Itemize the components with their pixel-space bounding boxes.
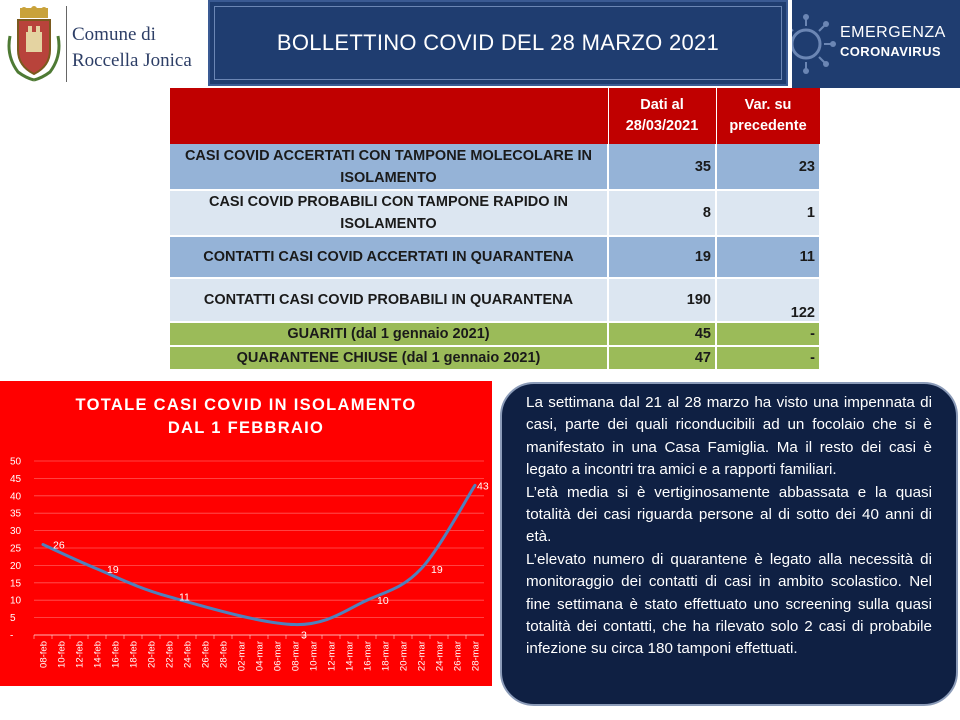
y-tick-label: 50 xyxy=(10,456,22,468)
row-change: - xyxy=(716,346,820,370)
municipality-logo xyxy=(0,0,200,88)
coronavirus-label: CORONAVIRUS xyxy=(840,44,941,59)
x-tick-label: 12-feb xyxy=(74,641,86,668)
table-header-date: Dati al 28/03/2021 xyxy=(608,88,716,144)
row-label: CASI COVID PROBABILI CON TAMPONE RAPIDO IN ISOLAMENTO xyxy=(170,190,608,236)
data-label: 26 xyxy=(53,539,65,552)
isolation-chart xyxy=(0,381,492,686)
x-tick-label: 04-mar xyxy=(254,641,266,672)
x-tick-label: 22-mar xyxy=(416,641,428,672)
row-change: 1 xyxy=(716,190,820,236)
table-row xyxy=(170,346,820,370)
x-tick-label: 06-mar xyxy=(272,641,284,672)
row-value: 45 xyxy=(608,322,716,346)
notes-panel xyxy=(500,382,958,706)
y-tick-label: 30 xyxy=(10,526,22,538)
x-tick-label: 28-feb xyxy=(218,641,230,668)
x-tick-label: 24-feb xyxy=(182,641,194,668)
row-value: 19 xyxy=(608,236,716,278)
covid-data-table xyxy=(170,88,821,371)
row-label: QUARANTENE CHIUSE (dal 1 gennaio 2021) xyxy=(170,346,608,370)
table-row xyxy=(170,144,820,190)
table-row xyxy=(170,278,820,322)
y-tick-label: 25 xyxy=(10,543,22,555)
table-row xyxy=(170,190,820,236)
row-label: CASI COVID ACCERTATI CON TAMPONE MOLECOLARE IN ISOLAMENTO xyxy=(170,144,608,190)
data-label: 11 xyxy=(179,591,190,604)
x-tick-label: 08-mar xyxy=(290,641,302,672)
x-tick-label: 22-feb xyxy=(164,641,176,668)
x-tick-label: 20-feb xyxy=(146,641,158,668)
row-value: 190 xyxy=(608,278,716,322)
chart-title-line2: DAL 1 FEBBRAIO xyxy=(167,419,325,437)
table-header-blank xyxy=(170,88,608,144)
x-tick-label: 12-mar xyxy=(326,641,338,672)
x-tick-label: 20-mar xyxy=(398,641,410,672)
x-tick-label: 24-mar xyxy=(434,641,446,672)
x-tick-label: 16-feb xyxy=(110,641,122,668)
municipality-name-line1: Comune di xyxy=(72,24,156,45)
x-tick-label: 28-mar xyxy=(470,641,482,672)
data-label: 3 xyxy=(301,629,307,642)
row-label: GUARITI (dal 1 gennaio 2021) xyxy=(170,322,608,346)
logo-separator xyxy=(66,6,67,82)
x-tick-label: 26-mar xyxy=(452,641,464,672)
x-tick-label: 14-feb xyxy=(92,641,104,668)
notes-paragraph: L’età media si è vertiginosamente abbassata e la quasi totalità dei casi riguarda persone al di sotto dei 40 anni di età. xyxy=(526,483,932,546)
row-value: 47 xyxy=(608,346,716,370)
x-tick-label: 02-mar xyxy=(236,641,248,672)
table-header-variation: Var. su precedente xyxy=(716,88,820,144)
y-tick-label: - xyxy=(10,630,14,642)
x-tick-label: 18-feb xyxy=(128,641,140,668)
y-tick-label: 15 xyxy=(10,578,22,590)
page-title: BOLLETTINO COVID DEL 28 MARZO 2021 xyxy=(276,30,720,55)
row-change: 11 xyxy=(716,236,820,278)
x-tick-label: 16-mar xyxy=(362,641,374,672)
emergency-badge xyxy=(792,0,960,88)
notes-paragraph: L’elevato numero di quarantene è legato alla necessità di monitoraggio dei contatti di casi in ambito scolastico. Nel fine settimana è stato effettuato uno screening sulla quasi totalità dei contatti, che ha rilevato solo 2 casi di probabile infezione su circa 180 tamponi effettuati. xyxy=(526,550,932,658)
table-row xyxy=(170,236,820,278)
data-label: 19 xyxy=(431,563,443,576)
row-label: CONTATTI CASI COVID ACCERTATI IN QUARANTENA xyxy=(170,236,608,278)
data-label: 10 xyxy=(377,595,389,608)
x-tick-label: 14-mar xyxy=(344,641,356,672)
crest-icon xyxy=(6,6,62,82)
notes-paragraph: La settimana dal 21 al 28 marzo ha visto una impennata di casi, parte dei quali riconducibili ad un focolaio che si è manifestato in una Casa Famiglia. Ma il resto dei casi è legato a incontri tra amici e a rapporti familiari. xyxy=(526,394,932,479)
series-line xyxy=(43,485,475,624)
table-row xyxy=(170,322,820,346)
y-tick-label: 20 xyxy=(10,560,22,572)
y-tick-label: 10 xyxy=(10,595,22,607)
emergency-label: EMERGENZA xyxy=(840,24,946,41)
x-tick-label: 26-feb xyxy=(200,641,212,668)
y-tick-label: 5 xyxy=(10,613,16,625)
x-tick-label: 10-feb xyxy=(56,641,68,668)
y-tick-label: 40 xyxy=(10,491,22,503)
row-value: 8 xyxy=(608,190,716,236)
municipality-name-line2: Roccella Jonica xyxy=(72,50,192,71)
x-tick-label: 10-mar xyxy=(308,641,320,672)
title-bar xyxy=(208,0,788,86)
table-header-row xyxy=(170,88,820,144)
row-change: 23 xyxy=(716,144,820,190)
data-label: 19 xyxy=(107,563,119,576)
x-tick-label: 08-feb xyxy=(38,641,50,668)
row-label: CONTATTI CASI COVID PROBABILI IN QUARANTENA xyxy=(170,278,608,322)
row-change: 122 xyxy=(716,278,820,322)
row-change: - xyxy=(716,322,820,346)
chart-title-line1: TOTALE CASI COVID IN ISOLAMENTO xyxy=(75,396,417,414)
data-label: 43 xyxy=(477,480,489,493)
y-tick-label: 45 xyxy=(10,473,22,485)
y-tick-label: 35 xyxy=(10,508,22,520)
row-value: 35 xyxy=(608,144,716,190)
virus-icon xyxy=(792,8,836,80)
x-tick-label: 18-mar xyxy=(380,641,392,672)
